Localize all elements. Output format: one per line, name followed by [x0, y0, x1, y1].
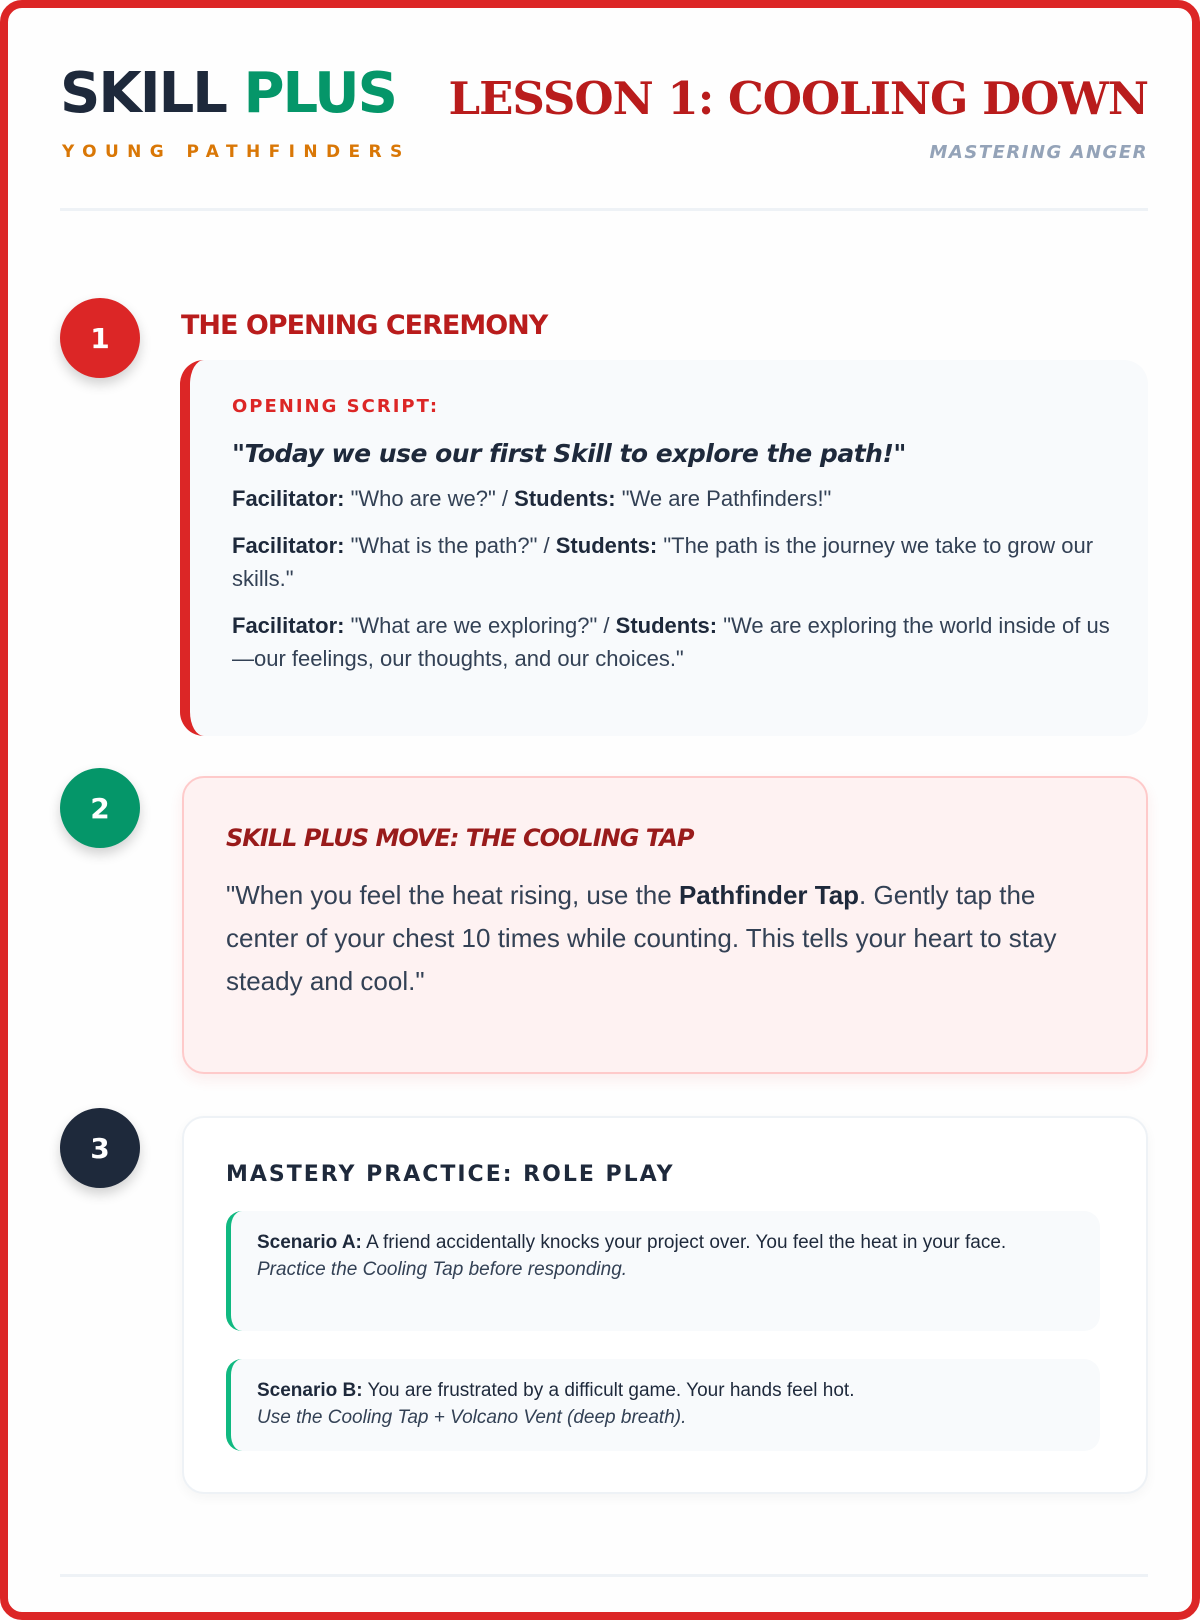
dialog-text: "We are Pathfinders!" [615, 486, 832, 511]
role-play-box [182, 1116, 1148, 1494]
brand-part2: PLUS [243, 61, 396, 126]
brand-part1: SKILL [60, 61, 226, 126]
move-title: SKILL PLUS MOVE: THE COOLING TAP [226, 824, 694, 852]
script-quote: "Today we use our first Skill to explore the path!" [232, 439, 906, 468]
dialog-line-2 [232, 529, 1112, 595]
cooling-tap-box [182, 776, 1148, 1074]
section1-title: THE OPENING CEREMONY [181, 310, 548, 341]
scenario-instruction: Practice the Cooling Tap before responding. [257, 1259, 628, 1280]
move-text-start: "When you feel the heat rising, use the [226, 880, 679, 910]
step-number-1: 1 [60, 298, 140, 378]
dialog-line-1 [232, 482, 1112, 515]
move-text [226, 874, 1102, 1003]
scenario-text: A friend accidentally knocks your project over. You feel the heat in your face. [361, 1232, 1007, 1253]
scenario-label: Scenario B: [257, 1380, 363, 1401]
practice-title: MASTERY PRACTICE: ROLE PLAY [226, 1162, 675, 1187]
move-text-end: . Gently tap the center of your chest 10 times while counting. This tells your heart to stay steady and cool." [226, 880, 1057, 996]
header [60, 58, 1148, 208]
move-text-bold: Pathfinder Tap [678, 880, 860, 910]
script-label: OPENING SCRIPT: [232, 396, 440, 417]
step-number-3: 3 [60, 1108, 140, 1188]
opening-script-box [180, 360, 1148, 736]
dialog-text: "What is the path?" / [344, 533, 556, 558]
scenario-instruction: Use the Cooling Tap + Volcano Vent (deep breath). [257, 1407, 687, 1428]
step-number-2: 2 [60, 768, 140, 848]
scenario-card-a [226, 1211, 1100, 1331]
speaker-label: Students: [555, 533, 658, 558]
speaker-label: Students: [615, 613, 718, 638]
scenario-card-b [226, 1359, 1100, 1451]
dialog-text: "We are exploring the world inside of us—our feelings, our thoughts, and our choices." [232, 613, 1110, 671]
footer-divider [60, 1574, 1148, 1577]
lesson-subtitle: MASTERING ANGER [929, 142, 1148, 163]
speaker-label: Facilitator: [232, 486, 345, 511]
speaker-label: Students: [514, 486, 616, 511]
brand-logo [60, 61, 396, 126]
dialog-line-3 [232, 609, 1112, 675]
dialog-text: "The path is the journey we take to grow our skills." [232, 533, 1094, 591]
dialog-text: "Who are we?" / [344, 486, 515, 511]
speaker-label: Facilitator: [232, 533, 345, 558]
header-divider [60, 208, 1148, 211]
dialog-text: "What are we exploring?" / [344, 613, 616, 638]
brand-subtitle: YOUNG PATHFINDERS [62, 142, 411, 162]
scenario-text: You are frustrated by a difficult game. Your hands feel hot. [362, 1380, 855, 1401]
scenario-label: Scenario A: [257, 1232, 362, 1253]
lesson-title: LESSON 1: COOLING DOWN [448, 72, 1148, 125]
speaker-label: Facilitator: [232, 613, 345, 638]
